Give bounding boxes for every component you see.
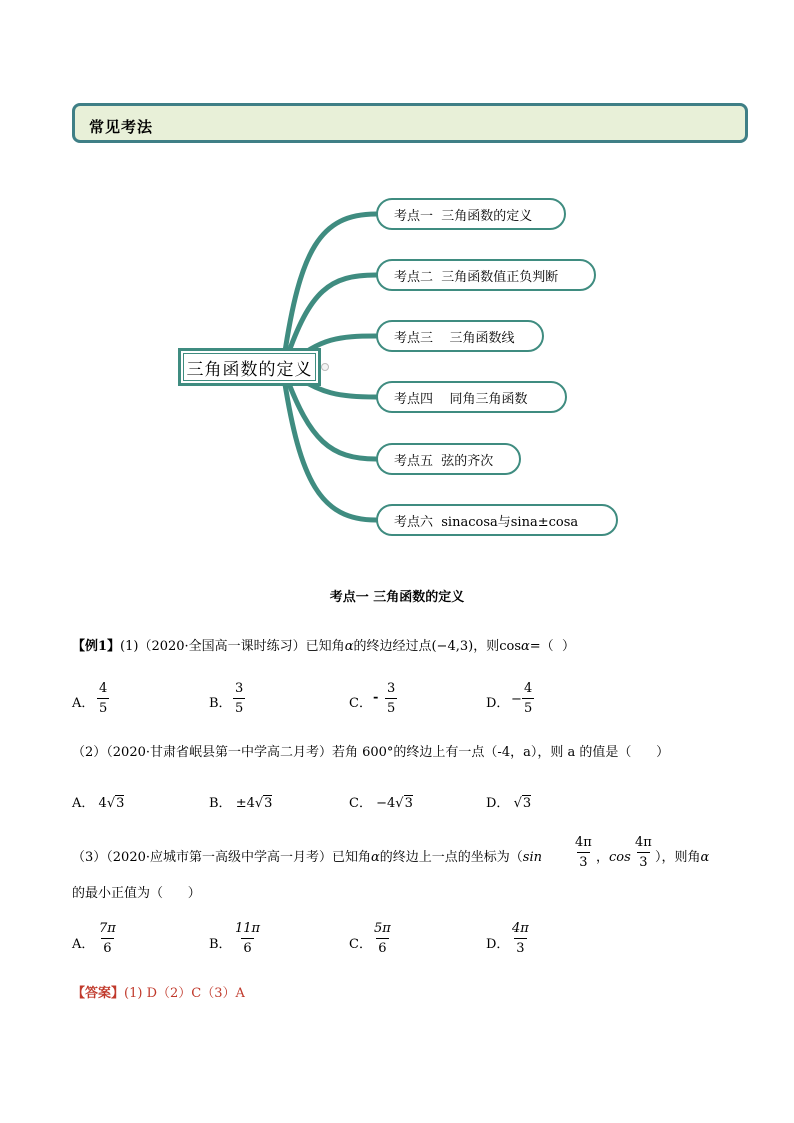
q1-cos: cos — [499, 639, 521, 654]
branch-node-6 — [376, 504, 618, 536]
q3-option-c-letter: C． — [349, 937, 372, 952]
option-radicand: 3 — [404, 796, 413, 811]
sqrt-icon: √ — [106, 796, 116, 811]
option-coef: 4 — [98, 796, 107, 811]
option-letter: C． — [349, 796, 372, 811]
q3-frac-1 — [573, 836, 594, 869]
option-letter: B． — [209, 796, 232, 811]
numerator: 5π — [374, 921, 391, 936]
branch-node-2 — [376, 259, 596, 291]
q3-option-c-fraction — [372, 922, 393, 955]
answer-line — [72, 982, 245, 1001]
option-radicand: 3 — [264, 796, 273, 811]
q3-option-a-fraction — [97, 922, 118, 955]
q1-option-c-fraction — [385, 682, 397, 715]
denominator: 3 — [514, 938, 526, 955]
q3-text-b: 的终边上一点的坐标为（ — [379, 850, 523, 865]
q2-stem: （2）（2020·甘肃省岷县第一中学高二月考）若角 600°的终边上有一点（-4，a），则 a 的值是（ ） — [72, 745, 670, 760]
branch-node-4 — [376, 381, 567, 413]
branch-label: 考点六 sinacosa与sina±cosa — [394, 514, 579, 530]
q1-text-a: (1)（2020·全国高一课时练习）已知角 — [120, 639, 345, 654]
numerator: 3 — [387, 681, 396, 696]
denominator: 5 — [385, 698, 397, 715]
branch-label: 考点四 同角三角函数 — [394, 391, 528, 407]
branch-node-1 — [376, 198, 566, 230]
denominator: 5 — [522, 698, 534, 715]
branch-label: 考点一 三角函数的定义 — [394, 208, 533, 224]
q3-option-d-letter: D． — [486, 937, 510, 952]
q2-option-c — [349, 792, 413, 811]
q3-stem-part3 — [655, 846, 709, 865]
q1-option-c-sign: - — [373, 690, 379, 705]
numerator: 4 — [99, 681, 108, 696]
mindmap-center-node — [178, 348, 321, 386]
q3-alpha2: α — [700, 850, 710, 865]
numerator: 4π — [575, 835, 592, 850]
center-node-label: 三角函数的定义 — [186, 359, 313, 380]
q3-cos: cos — [609, 850, 631, 865]
q3-comma: ， — [596, 850, 610, 865]
q1-alpha: α — [344, 639, 354, 654]
denominator: 3 — [637, 852, 649, 869]
q3-alpha: α — [371, 850, 380, 865]
option-letter: D． — [486, 796, 510, 811]
branch-label: 考点三 三角函数线 — [394, 330, 515, 346]
q2-option-a — [72, 792, 124, 811]
section-title: 考点一 三角函数的定义 — [329, 590, 465, 605]
q3-option-d-fraction — [510, 922, 531, 955]
q1-option-d-fraction — [522, 682, 534, 715]
numerator: 3 — [235, 681, 244, 696]
q3-frac-2 — [633, 836, 654, 869]
denominator: 6 — [241, 938, 253, 955]
q1-option-a-letter: A． — [72, 696, 95, 711]
option-letter: A． — [72, 796, 95, 811]
q3-option-b-fraction — [233, 922, 262, 955]
option-coef: ±4 — [235, 796, 255, 811]
example-tag: 【例1】 — [72, 639, 121, 654]
numerator: 7π — [99, 921, 116, 936]
denominator: 5 — [97, 698, 109, 715]
q3-option-a-letter: A． — [72, 937, 95, 952]
q1-text-c: ，则 — [473, 639, 500, 654]
option-radicand: 3 — [522, 796, 532, 811]
q2-option-d — [486, 792, 531, 811]
numerator: 4π — [512, 921, 529, 936]
denominator: 3 — [577, 852, 589, 869]
q1-option-b-letter: B． — [209, 696, 232, 711]
q1-stem — [72, 635, 575, 654]
sqrt-icon: √ — [254, 796, 264, 811]
q2-option-b — [209, 792, 272, 811]
sqrt-icon: √ — [513, 796, 522, 811]
denominator: 6 — [101, 938, 113, 955]
answer-label: 【答案】 — [72, 986, 125, 1001]
branch-node-3 — [376, 320, 544, 352]
numerator: 4π — [635, 835, 652, 850]
q1-text-d: =（ ） — [529, 639, 575, 654]
q3-text-a: （3）（2020·应城市第一高级中学高一月考）已知角 — [72, 850, 371, 865]
q1-alpha2: α — [521, 639, 530, 654]
q1-option-d-sign: − — [511, 692, 522, 707]
option-coef: −4 — [376, 796, 396, 811]
q1-option-b-fraction — [233, 682, 245, 715]
numerator: 4 — [524, 681, 533, 696]
branch-node-5 — [376, 443, 521, 475]
branch-label: 考点二 三角函数值正负判断 — [394, 269, 559, 285]
q1-option-a-fraction — [97, 682, 109, 715]
sqrt-icon: √ — [395, 796, 404, 811]
answer-value: (1) D（2）C（3）A — [124, 986, 245, 1001]
q3-stem-part2 — [596, 846, 631, 865]
q3-text-c: ），则角 — [655, 850, 701, 865]
header-title: 常见考法 — [89, 118, 154, 136]
numerator: 11π — [235, 921, 261, 936]
q1-text-b: 的终边经过点 — [353, 639, 432, 654]
denominator: 6 — [376, 938, 388, 955]
q3-sin: sin — [522, 850, 542, 865]
q1-point: (−4,3) — [431, 639, 474, 654]
q3-stem-line2: 的最小正值为（ ） — [72, 886, 201, 901]
option-radicand: 3 — [116, 796, 125, 811]
q1-option-c-letter: C． — [349, 696, 372, 711]
q1-option-d-letter: D． — [486, 696, 510, 711]
collapse-toggle-icon[interactable] — [321, 363, 329, 371]
q3-stem-part1 — [72, 846, 542, 865]
q3-option-b-letter: B． — [209, 937, 232, 952]
branch-label: 考点五 弦的齐次 — [394, 453, 494, 469]
denominator: 5 — [233, 698, 245, 715]
